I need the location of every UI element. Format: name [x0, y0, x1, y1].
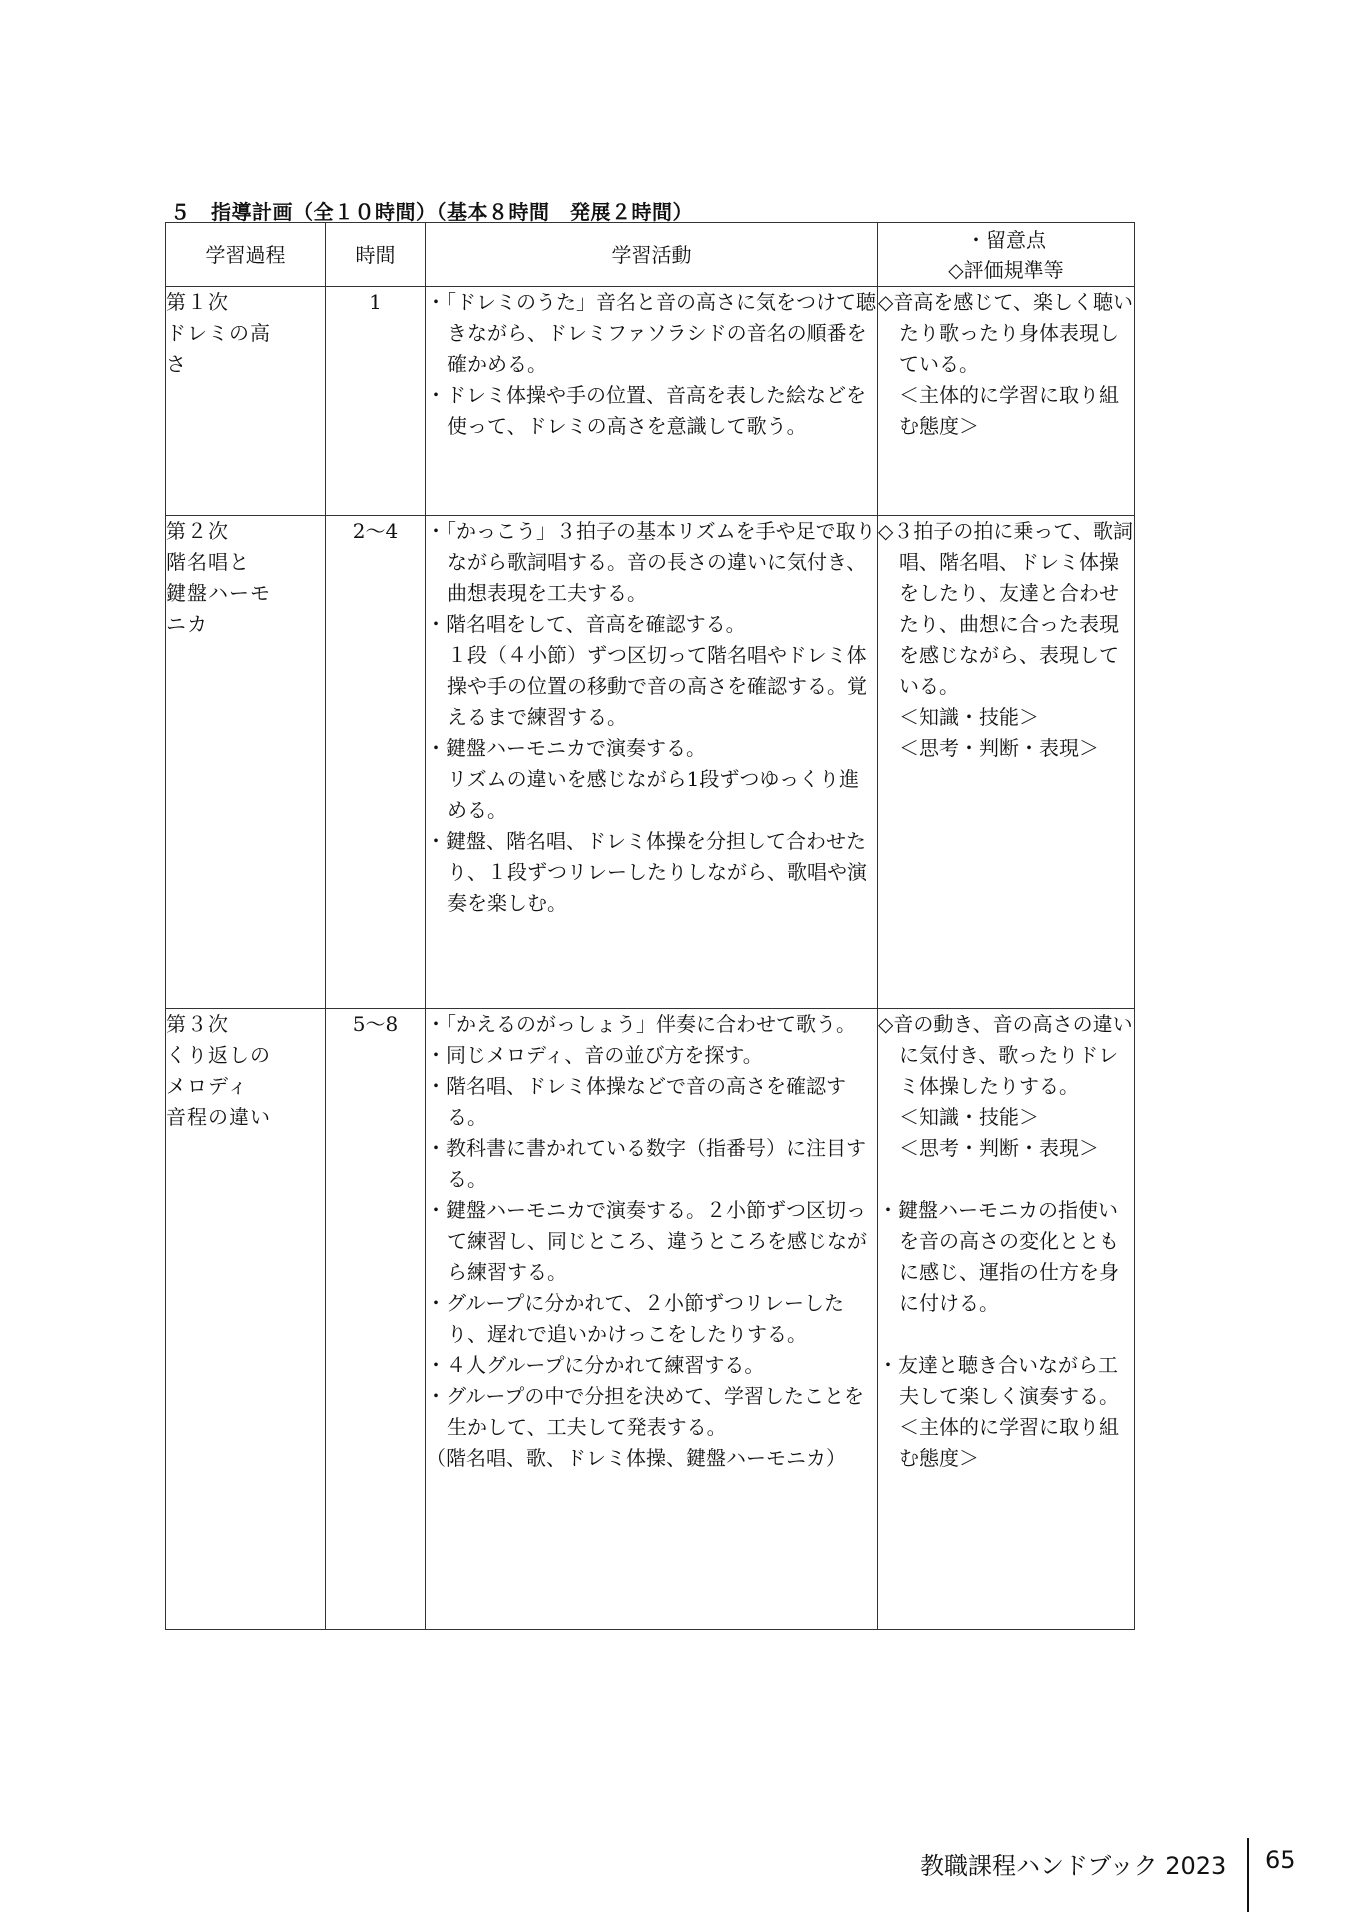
header-activity: 学習活動 [426, 223, 878, 287]
note-item: ＜主体的に学習に取り組む態度＞ [899, 383, 1119, 438]
note-item: ＜思考・判断・表現＞ [899, 1136, 1099, 1160]
table-row [166, 516, 1135, 1009]
stage-line: 階名唱と [166, 550, 250, 574]
activity-item: ・鍵盤ハーモニカで演奏する。２小節ずつ区切って練習し、同じところ、違うところを感じながら練習する。 [426, 1198, 867, 1284]
stage-cell [166, 516, 326, 1009]
stage-line: 第３次 [166, 1012, 229, 1036]
stage-line: メロディ [166, 1074, 249, 1098]
header-notes-line2: ◇評価規準等 [948, 257, 1064, 282]
spacer [878, 1319, 1134, 1350]
activities-cell [426, 287, 878, 516]
stage-line: ドレミの高 [166, 321, 271, 345]
stage-line: さ [166, 352, 187, 376]
spacer [878, 1164, 1134, 1195]
table-row [166, 1009, 1135, 1630]
stage-cell [166, 287, 326, 516]
time-cell: 1 [326, 287, 426, 516]
table-header-row [166, 223, 1135, 287]
stage-line: 音程の違い [166, 1105, 271, 1129]
activity-item: ・鍵盤、階名唱、ドレミ体操を分担して合わせたり、１段ずつリレーしたりしながら、歌唱や演奏を楽しむ。 [426, 829, 867, 915]
activities-cell [426, 1009, 878, 1630]
activity-item: ・ドレミ体操や手の位置、音高を表した絵などを使って、ドレミの高さを意識して歌う。 [426, 383, 866, 438]
activity-item: ・同じメロディ、音の並び方を探す。 [426, 1043, 763, 1067]
activities-cell [426, 516, 878, 1009]
stage-line: 鍵盤ハーモ [166, 581, 271, 605]
header-process: 学習過程 [166, 223, 326, 287]
stage-line: 第２次 [166, 519, 229, 543]
note-item: ◇音高を感じて、楽しく聴いたり歌ったり身体表現している。 [878, 290, 1133, 376]
activity-item: ・階名唱をして、音高を確認する。 [426, 612, 746, 636]
activity-item: １段（４小節）ずつ区切って階名唱やドレミ体操や手の位置の移動で音の高さを確認する。覚えるまで練習する。 [447, 643, 867, 729]
note-item: ◇３拍子の拍に乗って、歌詞唱、階名唱、ドレミ体操をしたり、友達と合わせたり、曲想に合った表現を感じながら、表現している。 [878, 519, 1133, 698]
activity-item: （階名唱、歌、ドレミ体操、鍵盤ハーモニカ） [426, 1446, 846, 1470]
activity-item: ・鍵盤ハーモニカで演奏する。 [426, 736, 706, 760]
activity-item: ・階名唱、ドレミ体操などで音の高さを確認する。 [426, 1074, 846, 1129]
page-number: 65 [1265, 1846, 1296, 1874]
note-item: ・鍵盤ハーモニカの指使いを音の高さの変化とともに感じ、運指の仕方を身に付ける。 [878, 1198, 1119, 1315]
section-heading: ５ 指導計画（全１０時間）（基本８時間 発展２時間） [170, 200, 693, 224]
stage-line: くり返しの [166, 1043, 271, 1067]
activity-item: ・「かえるのがっしょう」伴奏に合わせて歌う。 [426, 1012, 856, 1036]
header-notes-line1: ・留意点 [966, 227, 1046, 252]
notes-cell [878, 516, 1135, 1009]
time-cell: 2〜4 [326, 516, 426, 1009]
activity-item: ・４人グループに分かれて練習する。 [426, 1353, 765, 1377]
stage-cell [166, 1009, 326, 1630]
activity-item: ・「ドレミのうた」音名と音の高さに気をつけて聴きながら、ドレミファソラシドの音名の順番を確かめる。 [426, 290, 876, 376]
note-item: ・友達と聴き合いながら工夫して楽しく演奏する。 [878, 1353, 1119, 1408]
activity-item: リズムの違いを感じながら1段ずつゆっくり進める。 [447, 767, 860, 822]
stage-line: ニカ [166, 612, 208, 636]
note-item: ＜知識・技能＞ [899, 1105, 1039, 1129]
header-notes [878, 223, 1135, 287]
notes-cell [878, 287, 1135, 516]
guidance-plan-table [165, 222, 1135, 1630]
activity-item: ・グループの中で分担を決めて、学習したことを生かして、工夫して発表する。 [426, 1384, 864, 1439]
handbook-title: 教職課程ハンドブック 2023 [920, 1852, 1227, 1880]
note-item: ◇音の動き、音の高さの違いに気付き、歌ったりドレミ体操したりする。 [878, 1012, 1133, 1098]
stage-line: 第１次 [166, 290, 229, 314]
notes-cell [878, 1009, 1135, 1630]
note-item: ＜思考・判断・表現＞ [899, 736, 1099, 760]
activity-item: ・「かっこう」３拍子の基本リズムを手や足で取りながら歌詞唱する。音の長さの違いに気付き、曲想表現を工夫する。 [426, 519, 876, 605]
activity-item: ・教科書に書かれている数字（指番号）に注目する。 [426, 1136, 866, 1191]
note-item: ＜知識・技能＞ [899, 705, 1039, 729]
time-cell: 5〜8 [326, 1009, 426, 1630]
note-item: ＜主体的に学習に取り組む態度＞ [899, 1415, 1119, 1470]
activity-item: ・グループに分かれて、２小節ずつリレーしたり、遅れで追いかけっこをしたりする。 [426, 1291, 844, 1346]
footer-divider [1247, 1838, 1249, 1912]
header-time: 時間 [326, 223, 426, 287]
table-row [166, 287, 1135, 516]
